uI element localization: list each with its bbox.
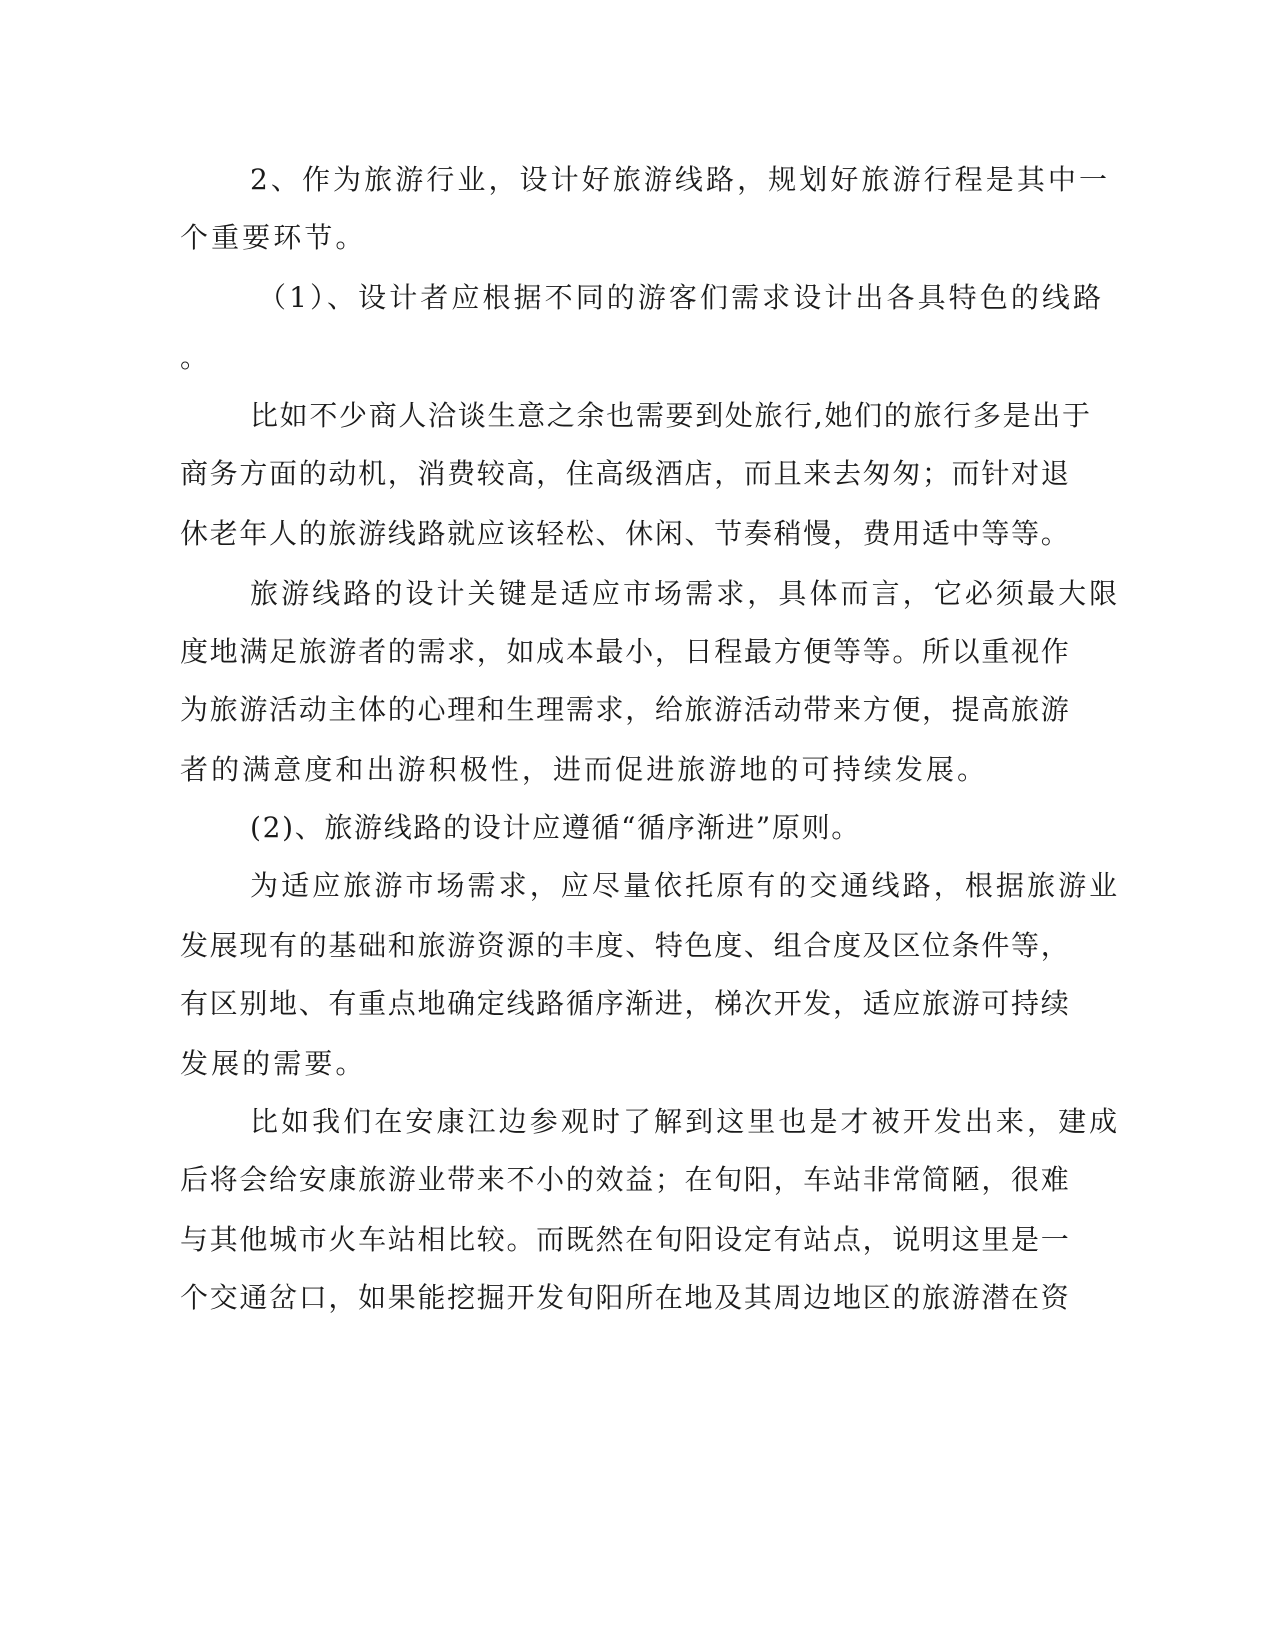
text-line: 。 xyxy=(180,341,212,374)
text-line: 后将会给安康旅游业带来不小的效益；在旬阳，车站非常简陋，很难 xyxy=(180,1163,1071,1196)
text-line: 度地满足旅游者的需求，如成本最小，日程最方便等等。所以重视作 xyxy=(180,635,1071,668)
text-line: 个交通岔口，如果能挖掘开发旬阳所在地及其周边地区的旅游潜在资 xyxy=(180,1281,1071,1314)
text-line: 者的满意度和出游积极性，进而促进旅游地的可持续发展。 xyxy=(180,753,989,786)
text-line: 发展的需要。 xyxy=(180,1047,367,1080)
text-line: 为适应旅游市场需求，应尽量依托原有的交通线路，根据旅游业 xyxy=(250,869,1121,902)
text-line: 休老年人的旅游线路就应该轻松、休闲、节奏稍慢，费用适中等等。 xyxy=(180,517,1071,550)
text-line: 个重要环节。 xyxy=(180,221,367,254)
text-line: 商务方面的动机，消费较高，住高级酒店，而且来去匆匆；而针对退 xyxy=(180,457,1071,490)
text-line: 与其他城市火车站相比较。而既然在旬阳设定有站点，说明这里是一 xyxy=(180,1223,1071,1256)
text-line: 比如不少商人洽谈生意之余也需要到处旅行,她们的旅行多是出于 xyxy=(250,399,1092,432)
text-line: 有区别地、有重点地确定线路循序渐进，梯次开发，适应旅游可持续 xyxy=(180,987,1071,1020)
text-line: (2)、旅游线路的设计应遵循“循序渐进”原则。 xyxy=(250,811,861,844)
text-line: 为旅游活动主体的心理和生理需求，给旅游活动带来方便，提高旅游 xyxy=(180,693,1071,726)
text-line: 2、作为旅游行业，设计好旅游线路，规划好旅游行程是其中一 xyxy=(250,163,1111,196)
text-line: 比如我们在安康江边参观时了解到这里也是才被开发出来，建成 xyxy=(250,1105,1121,1138)
text-line: 发展现有的基础和旅游资源的丰度、特色度、组合度及区位条件等， xyxy=(180,929,1071,962)
text-line: 旅游线路的设计关键是适应市场需求，具体而言，它必须最大限 xyxy=(250,577,1121,610)
text-line: （1）、设计者应根据不同的游客们需求设计出各具特色的线路 xyxy=(258,281,1105,314)
